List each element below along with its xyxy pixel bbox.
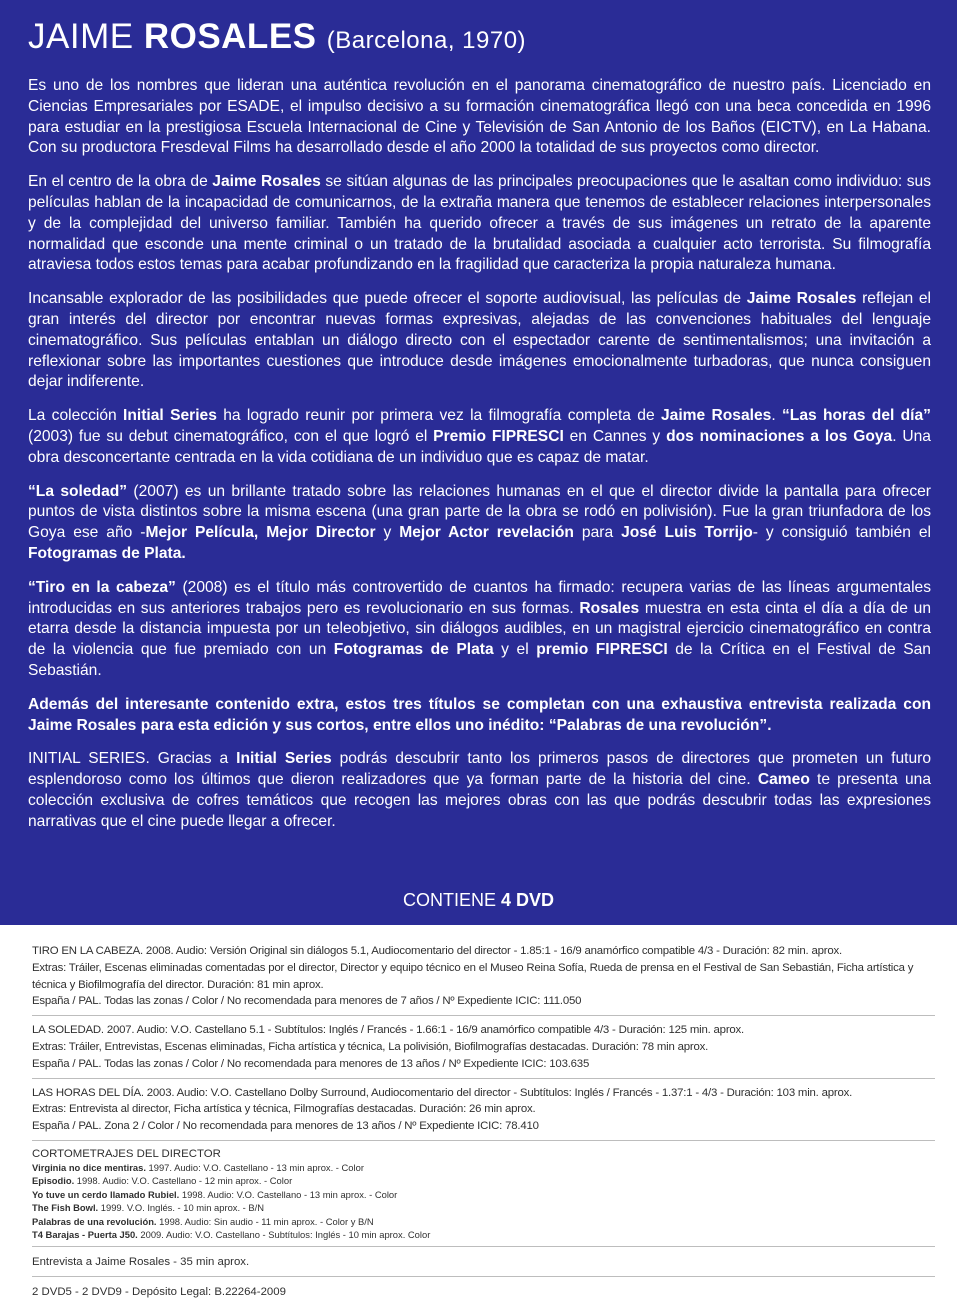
spec-la-soledad	[32, 1022, 935, 1078]
paragraph-7: Además del interesante contenido extra, estos tres títulos se completan con una exhaustiva entrevista realizada con Jaime Rosales para esta edición y sus cortos, entre ellos uno inédito: “Palabras de una revolución”.	[28, 695, 931, 734]
contents-label	[0, 888, 957, 912]
interview-line: Entrevista a Jaime Rosales - 35 min aprox.	[32, 1253, 935, 1277]
biography-text	[28, 76, 931, 833]
spec-line: LAS HORAS DEL DÍA. 2003. Audio: V.O. Castellano Dolby Surround, Audiocomentario del director - Subtítulos: Inglés / Francés - 1.37:1 - 4/3 - Duración: 103 min. aprox.	[32, 1086, 853, 1099]
short-item: Virginia no dice mentiras. 1997. Audio: V.O. Castellano - 13 min aprox. - Color	[32, 1161, 364, 1173]
spec-line: España / PAL. Todas las zonas / Color / No recomendada para menores de 7 años / Nº Expediente ICIC: 111.050	[32, 995, 582, 1008]
spec-las-horas-del-dia	[32, 1085, 935, 1141]
spec-line: TIRO EN LA CABEZA. 2008. Audio: Versión Original sin diálogos 5.1, Audiocomentario del director - 1.85:1 - 16/9 anamórfico compatible 4/3 - Duración: 82 min. aprox.	[32, 945, 842, 957]
paragraph-3: Incansable explorador de las posibilidades que puede ofrecer el soporte audiovisual, las películas de Jaime Rosales reflejan el gran interés del director por encontrar nuevas formas expresivas, alejadas de las convenciones habituales del lenguaje cinematográfico. Sus películas entablan un diálogo directo con el espectador carente de sentimentalismos; una invitación a reflexionar sobre las importantes cuestiones que introduce desde imágenes emocionalmente turbadoras, que nunca consiguen dejar indiferente.	[28, 290, 931, 391]
title-origin: (Barcelona, 1970)	[326, 27, 527, 54]
spec-line: Extras: Entrevista al director, Ficha artística y técnica, Filmografías destacadas. Duración: 26 min aprox.	[32, 1103, 536, 1116]
title-surname: ROSALES	[143, 17, 317, 56]
short-item: The Fish Bowl. 1999. V.O. Inglés. - 10 min aprox. - B/N	[32, 1202, 265, 1214]
spec-line: España / PAL. Zona 2 / Color / No recomendada para menores de 13 años / Nº Expediente ICIC: 78.410	[32, 1120, 539, 1133]
short-item: T4 Barajas - Puerta J50. 2009. Audio: V.O. Castellano - Subtítulos: Inglés - 10 min aprox. Color	[32, 1229, 431, 1240]
spec-line: Extras: Tráiler, Escenas eliminadas comentadas por el director, Director y equipo técnico en el Museo Reina Sofía, Rueda de prensa en el Festival de San Sebastián, Ficha artística y técnica y Biofilmografía del director. Duración: 81 min aprox.	[32, 961, 914, 991]
spec-line: España / PAL. Todas las zonas / Color / No recomendada para menores de 13 años / Nº Expediente ICIC: 103.635	[32, 1057, 590, 1070]
contains-label: CONTIENE	[402, 890, 496, 910]
contains-value: 4 DVD	[501, 890, 555, 910]
paragraph-1: Es uno de los nombres que lideran una auténtica revolución en el panorama cinematográfico de nuestro país. Licenciado en Ciencias Empresariales por ESADE, el impulso decisivo a su formación cinematográfica llegó con una beca concedida en 1996 para estudiar en la prestigiosa Escuela Internacional de Cine y Televisión de San Antonio de los Baños (EICTV), en La Habana. Con su productora Fresdeval Films ha desarrollado desde el año 2000 la totalidad de sus proyectos como director.	[28, 77, 931, 157]
paragraph-5: “La soledad” (2007) es un brillante tratado sobre las relaciones humanas en el que el director divide la pantalla para ofrecer puntos de vista distintos sobre la misma escena (una gran parte de la obra se rodó en polivisión). Fue la gran triunfadora de los Goya ese año -Mejor Película, Mejor Director y Mejor Actor revelación para José Luis Torrijo- y consiguió también el Fotogramas de Plata.	[28, 482, 932, 562]
spec-line: LA SOLEDAD. 2007. Audio: V.O. Castellano 5.1 - Subtítulos: Inglés / Francés - 1.66:1 - 16/9 anamórfico compatible 4/3 - Duración: 125 min. aprox.	[32, 1024, 745, 1037]
page-title	[28, 16, 931, 62]
title-first-name: JAIME	[28, 17, 134, 56]
shorts-section	[32, 1147, 935, 1247]
paragraph-8: INITIAL SERIES. Gracias a Initial Series podrás descubrir tanto los primeros pasos de directores que prometen un futuro esplendoroso como los últimos que dieron realizadores que ya forman parte de la historia del cine. Cameo te presenta una colección exclusiva de cofres temáticos que recogen las mejores obras con las que podrás descubrir todas las expresiones narrativas que el cine puede llegar a ofrecer.	[28, 750, 931, 830]
short-item: Palabras de una revolución. 1998. Audio: Sin audio - 11 min aprox. - Color y B/N	[32, 1215, 374, 1227]
short-item: Episodio. 1998. Audio: V.O. Castellano - 12 min aprox. - Color	[32, 1175, 293, 1187]
technical-specs	[0, 925, 957, 1299]
shorts-title: CORTOMETRAJES DEL DIRECTOR	[32, 1147, 221, 1160]
paragraph-2: En el centro de la obra de Jaime Rosales se sitúan algunas de las principales preocupaciones que le asaltan como individuo: sus películas hablan de la incapacidad de comunicarnos, de la extraña manera que tenemos de establecer relaciones interpersonales y de la complejidad del universo familiar. También ha querido ofrecer a través de sus imágenes un retrato de la aparente normalidad que esconde una mente criminal o un tratado de la brutalidad asociada a cualquier acto terrorista. Su filmografía atraviesa todos estos temas para acabar profundizando en la fragilidad que caracteriza la propia naturaleza humana.	[28, 173, 932, 274]
legal-line: 2 DVD5 - 2 DVD9 - Depósito Legal: B.22264-2009	[32, 1286, 286, 1299]
spec-line: Extras: Tráiler, Entrevistas, Escenas eliminadas, Ficha artística y técnica, La polivisión, Biofilmografías destacadas. Duración: 78 min aprox.	[32, 1040, 709, 1053]
paragraph-6: “Tiro en la cabeza” (2008) es el título más controvertido de cuantos ha firmado: recupera varias de las líneas argumentales introducidas en sus anteriores trabajos pero es revolucionario en sus formas. Rosales muestra en esta cinta el día a día de un etarra desde la distancia impuesta por un teleobjetivo, sin diálogos audibles, en un magistral ejercicio cinematográfico en contra de la violencia que fue premiado con un Fotogramas de Plata y el premio FIPRESCI de la Crítica en el Festival de San Sebastián.	[28, 578, 931, 679]
short-item: Yo tuve un cerdo llamado Rubiel. 1998. Audio: V.O. Castellano - 13 min aprox. - Color	[32, 1188, 398, 1200]
paragraph-4: La colección Initial Series ha logrado reunir por primera vez la filmografía completa de Jaime Rosales. “Las horas del día” (2003) fue su debut cinematográfico, con el que logró el Premio FIPRESCI en Cannes y dos nominaciones a los Goya. Una obra desconcertante centrada en la vida cotidiana de un individuo que es capaz de matar.	[28, 407, 931, 466]
spec-tiro-en-la-cabeza	[32, 943, 935, 1016]
